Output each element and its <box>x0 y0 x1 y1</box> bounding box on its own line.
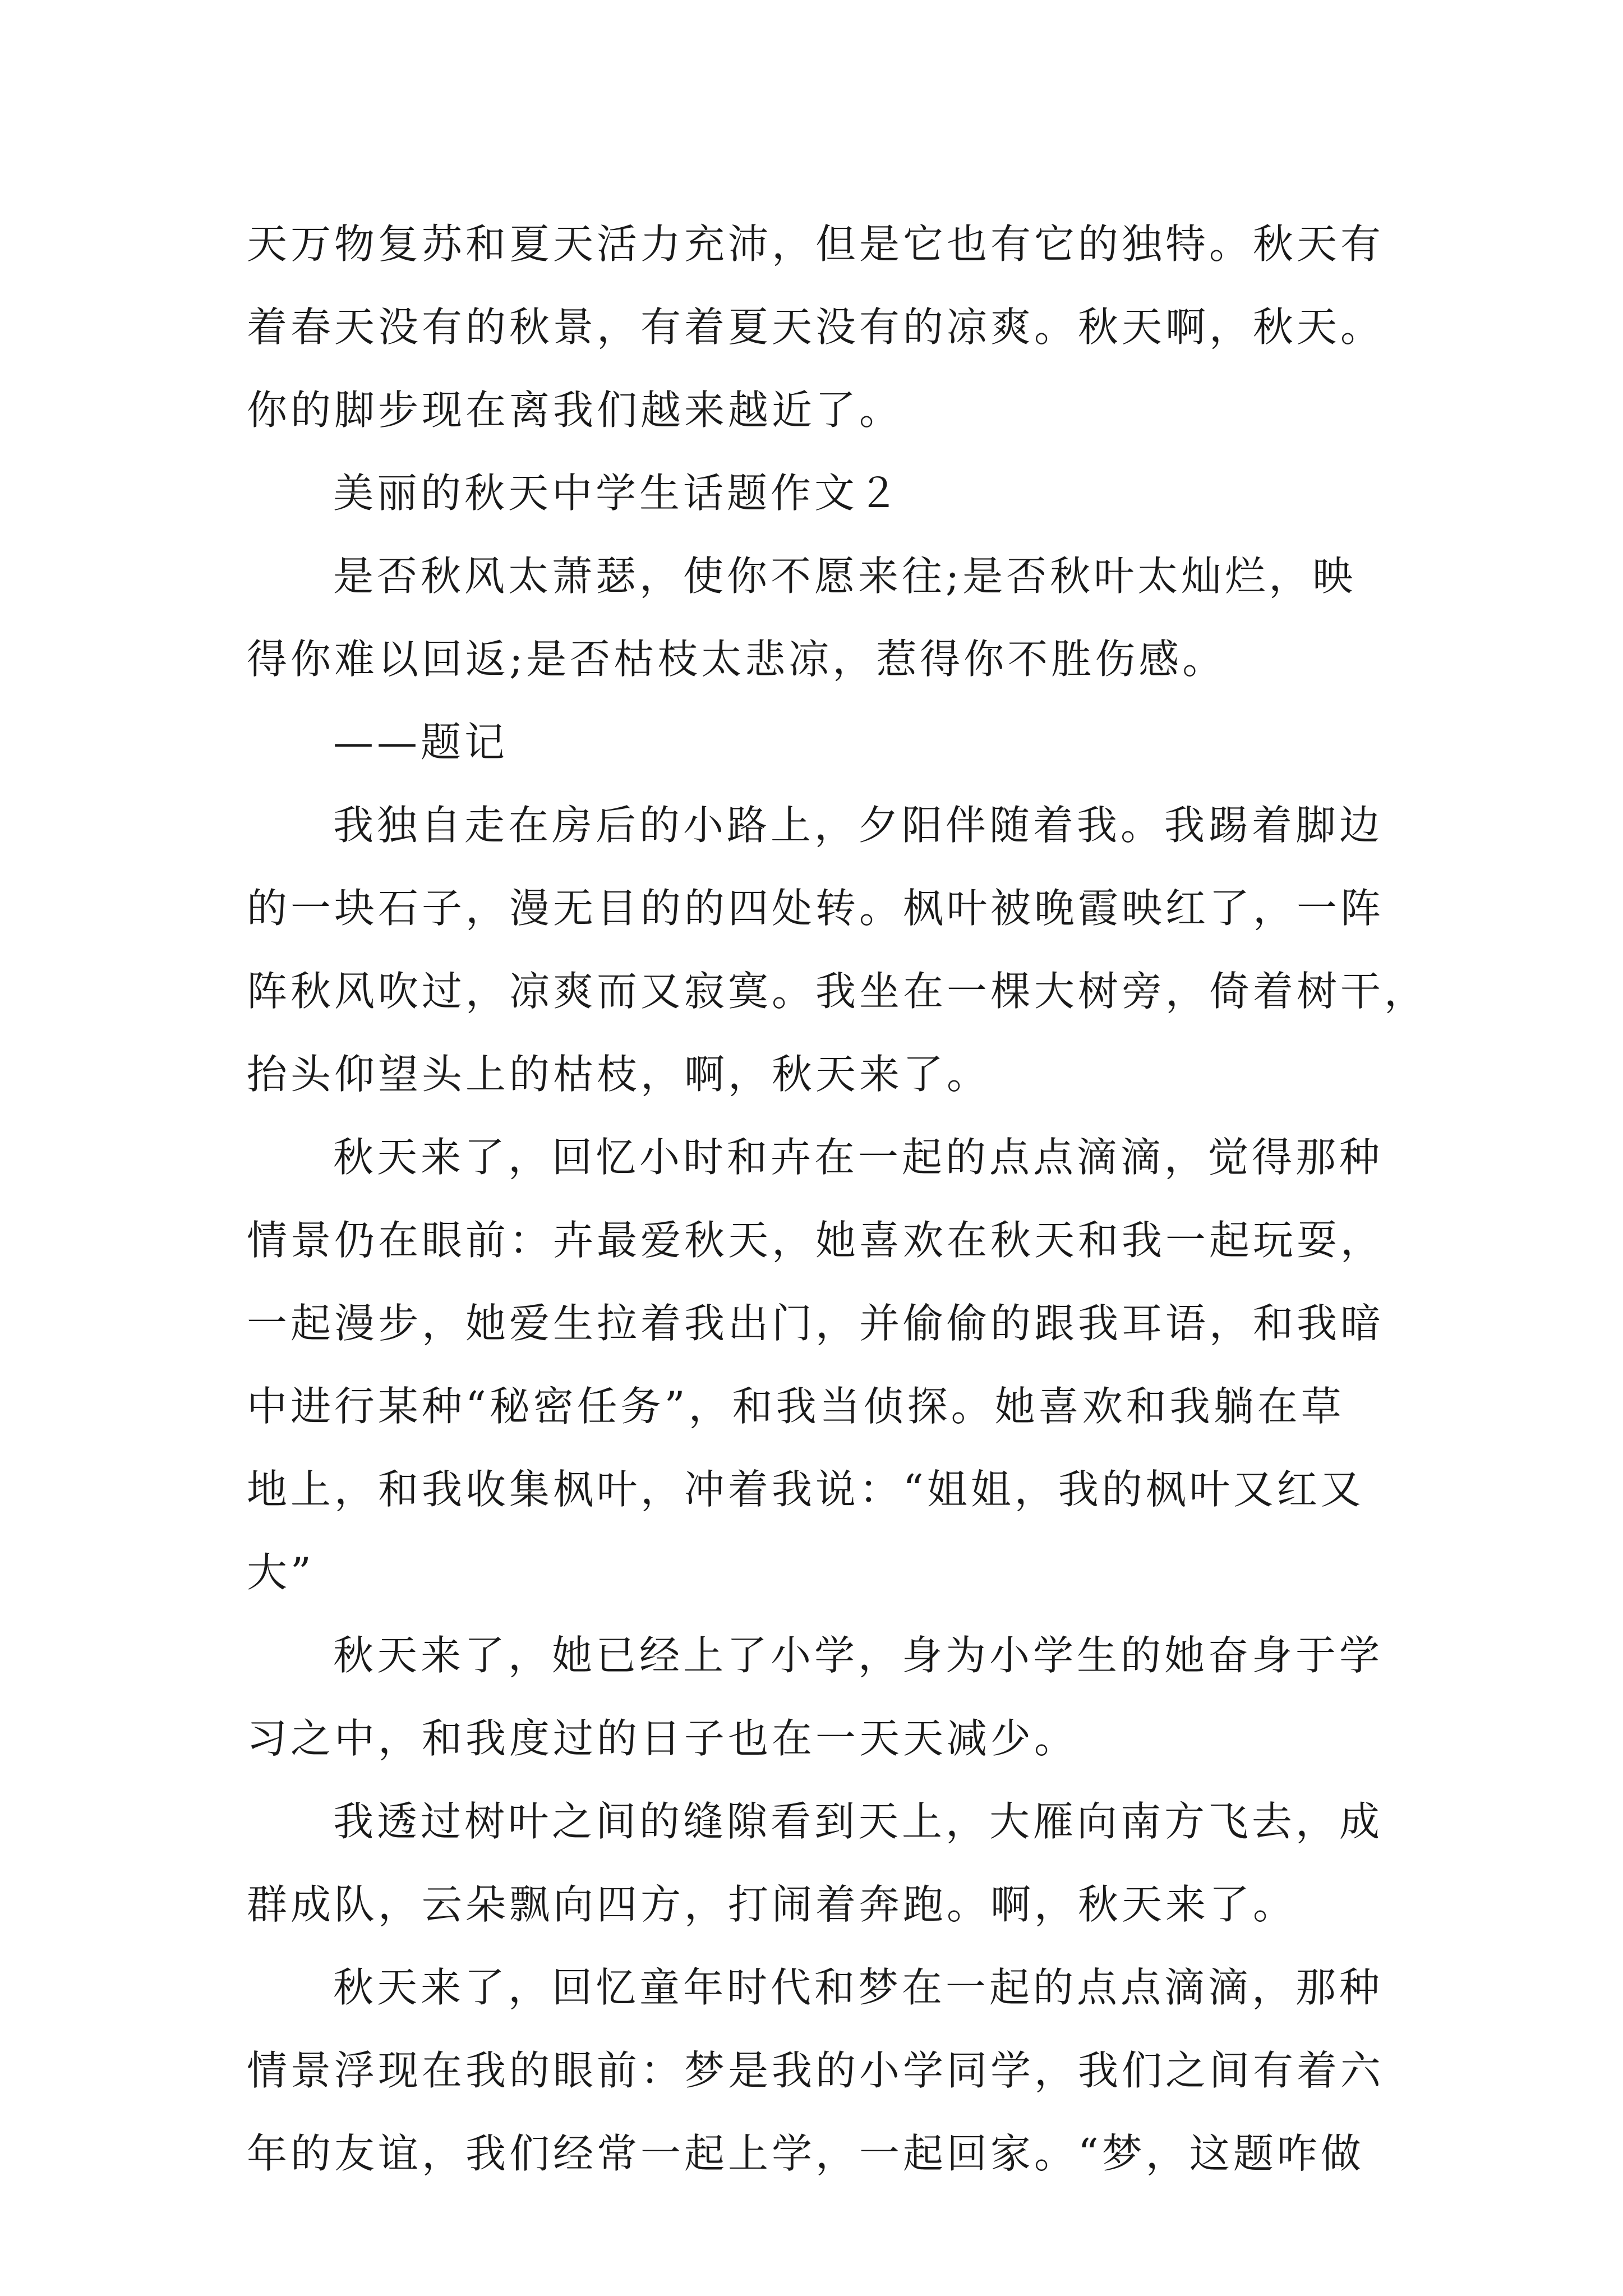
text-line: 地上，和我收集枫叶，冲着我说：“姐姐，我的枫叶又红又 <box>247 1466 1364 1513</box>
text-line: ——题记 <box>333 719 509 766</box>
text-line: 阵秋风吹过，凉爽而又寂寞。我坐在一棵大树旁，倚着树干， <box>247 968 1428 1015</box>
text-line: 情景浮现在我的眼前：梦是我的小学同学，我们之间有着六 <box>247 2047 1385 2094</box>
text-line: 着春天没有的秋景，有着夏天没有的凉爽。秋天啊，秋天。 <box>247 303 1385 351</box>
text-line: 中进行某种“秘密任务”，和我当侦探。她喜欢和我躺在草 <box>247 1383 1345 1430</box>
text-line: 秋天来了，回忆小时和卉在一起的点点滴滴，觉得那种 <box>333 1134 1384 1181</box>
text-line: 我透过树叶之间的缝隙看到天上，大雁向南方飞去，成 <box>333 1798 1384 1845</box>
text-line: 情景仍在眼前：卉最爱秋天，她喜欢在秋天和我一起玩耍， <box>247 1217 1385 1264</box>
text-line: 一起漫步，她爱生拉着我出门，并偷偷的跟我耳语，和我暗 <box>247 1300 1385 1347</box>
text-line: 抬头仰望头上的枯枝，啊，秋天来了。 <box>247 1051 991 1098</box>
text-line: 天万物复苏和夏天活力充沛，但是它也有它的独特。秋天有 <box>247 220 1385 268</box>
text-line: 年的友谊，我们经常一起上学，一起回家。“梦，这题咋做 <box>247 2130 1364 2177</box>
text-line: 习之中，和我度过的日子也在一天天减少。 <box>247 1715 1078 1762</box>
text-line: 大” <box>247 1549 315 1596</box>
text-line: 你的脚步现在离我们越来越近了。 <box>247 386 903 434</box>
text-line: 的一块石子，漫无目的的四处转。枫叶被晚霞映红了，一阵 <box>247 885 1385 932</box>
text-line: 秋天来了，她已经上了小学，身为小学生的她奋身于学 <box>333 1632 1384 1679</box>
text-line: 我独自走在房后的小路上，夕阳伴随着我。我踢着脚边 <box>333 802 1384 849</box>
text-line: 得你难以回返;是否枯枝太悲凉，惹得你不胜伤感。 <box>247 636 1227 683</box>
text-line: 群成队，云朵飘向四方，打闹着奔跑。啊，秋天来了。 <box>247 1881 1297 1928</box>
text-line: 是否秋风太萧瑟，使你不愿来往;是否秋叶太灿烂，映 <box>333 553 1357 600</box>
text-line: 秋天来了，回忆童年时代和梦在一起的点点滴滴，那种 <box>333 1964 1384 2011</box>
section-title: 美丽的秋天中学生话题作文２ <box>333 470 902 517</box>
